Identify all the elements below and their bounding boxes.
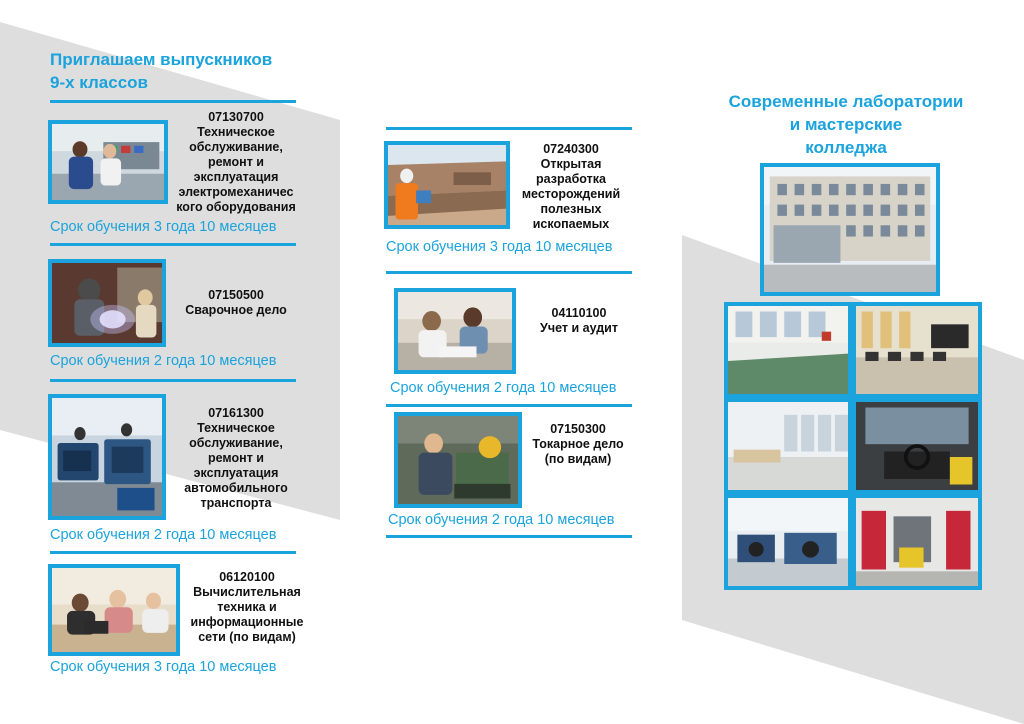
course-7-text — [522, 422, 634, 467]
course-6-text — [520, 306, 638, 336]
course-4-text — [182, 570, 312, 645]
course-name-line: Учет и аудит — [540, 321, 618, 335]
course-name-line: ископаемых — [532, 217, 610, 231]
course-name-line: электромеханичес — [178, 185, 294, 199]
course-5-rule — [386, 271, 632, 274]
engine-workshop-photo — [48, 394, 166, 520]
course-code: 07240300 — [543, 142, 599, 156]
course-7-rule — [386, 535, 632, 538]
lathe-operator-photo — [394, 412, 522, 508]
right-heading-line2: и мастерские — [789, 115, 903, 134]
course-name-line: автомобильного — [184, 481, 288, 495]
course-code: 07161300 — [208, 406, 264, 420]
course-name-line: эксплуатация — [193, 466, 279, 480]
course-code: 07150300 — [550, 422, 606, 436]
course-name-line: Открытая — [540, 157, 602, 171]
driving-simulator-photo — [852, 398, 982, 494]
course-7-duration: Срок обучения 2 года 10 месяцев — [388, 512, 615, 528]
course-6-rule — [386, 404, 632, 407]
course-name-line: обслуживание, — [189, 436, 283, 450]
course-1-rule — [50, 243, 296, 246]
course-3-rule — [50, 551, 296, 554]
course-code: 04110100 — [551, 306, 607, 320]
gym-hall-photo — [724, 302, 852, 398]
middle-top-rule — [386, 127, 632, 130]
computer-class-photo — [48, 564, 180, 656]
course-name-line: месторождений — [521, 187, 621, 201]
course-code: 06120100 — [219, 570, 275, 584]
computer-lab-photo — [852, 302, 982, 398]
course-4-duration: Срок обучения 3 года 10 месяцев — [50, 659, 277, 675]
course-name-line: ремонт и — [208, 155, 264, 169]
left-heading-rule — [50, 100, 296, 103]
course-name-line: обслуживание, — [189, 140, 283, 154]
course-1-text — [170, 110, 302, 215]
welding-booths-photo — [852, 494, 982, 590]
course-code: 07150500 — [208, 288, 264, 302]
course-name-line: транспорта — [200, 496, 272, 510]
accounting-students-photo — [394, 288, 516, 374]
course-name-line: кого оборудования — [176, 200, 296, 214]
course-6-duration: Срок обучения 2 года 10 месяцев — [390, 380, 617, 396]
course-name-line: сети (по видам) — [198, 630, 296, 644]
course-2-rule — [50, 379, 296, 382]
course-3-duration: Срок обучения 2 года 10 месяцев — [50, 527, 277, 543]
course-2-duration: Срок обучения 2 года 10 месяцев — [50, 353, 277, 369]
open-pit-mine-photo — [384, 141, 510, 229]
engine-lab-photo — [724, 494, 852, 590]
course-name-line: ремонт и — [208, 451, 264, 465]
course-1-duration: Срок обучения 3 года 10 месяцев — [50, 219, 277, 235]
course-5-duration: Срок обучения 3 года 10 месяцев — [386, 239, 613, 255]
left-heading-line2: 9-х классов — [50, 73, 149, 92]
course-code: 07130700 — [208, 110, 264, 124]
course-name-line: (по видам) — [544, 452, 612, 466]
course-name-line: Техническое — [197, 125, 275, 139]
course-5-text — [512, 142, 630, 232]
course-name-line: информационные — [190, 615, 304, 629]
laboratory-room-photo — [724, 398, 852, 494]
course-name-line: Вычислительная — [193, 585, 301, 599]
course-name-line: Токарное дело — [532, 437, 624, 451]
course-name-line: Техническое — [197, 421, 275, 435]
course-name-line: Сварочное дело — [185, 303, 287, 317]
left-heading — [50, 48, 272, 94]
right-heading-line3: колледжа — [805, 138, 887, 157]
left-heading-line1: Приглашаем выпускников — [50, 50, 273, 69]
welding-photo — [48, 259, 166, 347]
course-name-line: разработка — [536, 172, 606, 186]
course-name-line: техника и — [217, 600, 277, 614]
course-3-text — [170, 406, 302, 511]
course-name-line: полезных — [540, 202, 602, 216]
right-heading — [716, 90, 976, 159]
course-2-text — [170, 288, 302, 318]
college-building-photo — [760, 163, 940, 296]
course-name-line: эксплуатация — [193, 170, 279, 184]
lab-students-photo — [48, 120, 168, 204]
right-heading-line1: Современные лаборатории — [728, 92, 964, 111]
